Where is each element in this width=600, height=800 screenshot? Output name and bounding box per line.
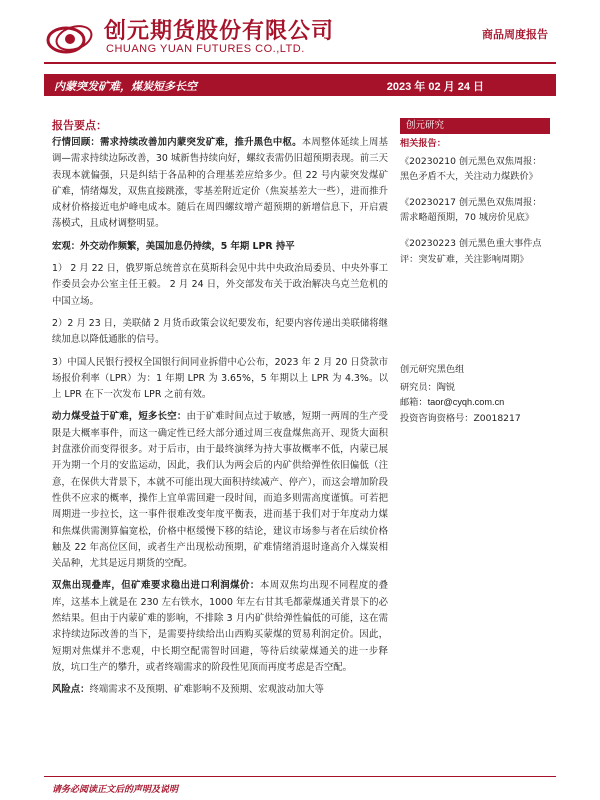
researcher-name: 研究员：陶锐 — [400, 381, 456, 393]
coking-lead: 双焦出现叠库，但矿难要求稳出进口利润煤价： — [52, 580, 260, 592]
email-label: 邮箱： — [400, 397, 428, 409]
title-bar — [44, 74, 556, 96]
research-group: 创元研究黑色组 — [400, 364, 465, 375]
license-number: 投资咨询资格号：Z0018217 — [400, 412, 521, 424]
related-reports-heading: 相关报告： — [400, 138, 446, 149]
risk-lead: 风险点： — [52, 684, 90, 696]
analyst-info — [400, 362, 550, 426]
market-review-paragraph — [52, 135, 388, 233]
email-line — [400, 395, 550, 411]
macro-heading: 宏观：外交动作频繁，美国加息仍持续，5 年期 LPR 持平 — [52, 240, 295, 252]
related-report-item[interactable]: 《20230217 创元黑色双焦周报：需求略超预期，70 城房价见底》 — [400, 196, 542, 224]
related-reports-list — [400, 154, 550, 268]
risk-paragraph — [52, 682, 388, 698]
company-logo-icon — [44, 18, 100, 58]
thermal-coal-text: 由于矿难时间点过于敏感，短期一两周的生产受限是大概率事件，而这一确定性已经大部分通过周三夜盘煤焦高开、现货大面积封盘涨价而变得很多。对于后市，由于最终演绎为持大事故概率不低，内蒙已展开为期一个月的安监运动，因此，我们认为两会后的内矿供给弹性依旧偏低（注意，在保供大背景下，本就不可能出现大面积持续减产、停产），而这会增加阶段性供不应求的概率，操作上宜单需回避一段时间，而追多则需高度谨慎。可若把周期进一步拉长，这一事件很难改变年度平衡表，进而基于我们对于年度动力煤和焦煤供需测算偏宽松，价格中枢缓慢下移的结论，建议市场参与者在后续价格触及 22 年高位区间，或者生产出现松动预期，矿难情绪消退时逢高介入煤炭相关品种，尤其是远月期货的空配。 — [52, 411, 388, 570]
market-review-text: 本周整体延续上周基调—需求持续边际改善，30 城新售持续向好，螺纹表需仍旧超预期表现。前三天表现本就偏强，只是纠结于各品种的合理基差应给多少。但 22 号内蒙突发煤矿矿难，情绪爆发，双焦直接跳涨，零基差附近定价（焦炭基差大一些），进而推升成材价格接近电炉峰电成本。随后在周四螺纹增产超预期的新增信息下，开启震荡模式，且成材调整明显。 — [52, 137, 388, 230]
footer-disclaimer: 请务必阅读正文后的声明及说明 — [52, 785, 179, 795]
company-name-en: CHUANG YUAN FUTURES CO.,LTD. — [106, 43, 305, 55]
company-name-cn: 创元期货股份有限公司 — [104, 18, 335, 44]
coking-text: 本周双焦均出现不同程度的叠库，这基本上就是在 230 左右铁水，1000 年左右甘其毛都蒙煤通关背景下的必然结果。但由于内蒙矿难的影响，不排除 3 月内矿供给弹性偏低的可能，这在需求持续边际改善的当下，是需要持续给出山西购买蒙煤的贸易利润定价。因此，短期对焦煤并不悲观，中长期空配需智时回避，等待后续蒙煤通关的进一步释放，坑口生产的攀升，或者终端需求的阶段性见顶而再度考虑是否空配。 — [52, 580, 388, 673]
sidebar-tab: 创元研究 — [400, 118, 550, 134]
coking-paragraph — [52, 578, 388, 676]
macro-item-2: 2）2 月 23 日，美联储 2 月货币政策会议纪要发布，纪要内容传递出美联储将继续加息以降低通胀的信号。 — [52, 317, 388, 346]
thermal-coal-lead: 动力煤受益于矿难，短多长空： — [52, 411, 187, 423]
macro-item-1: 1） 2 月 22 日，俄罗斯总统普京在莫斯科会见中共中央政治局委员、中央外事工作委员会办公室主任王毅。 2 月 24 日，外交部发布关于政治解决乌克兰危机的中国立场。 — [52, 263, 388, 307]
main-content — [52, 118, 388, 705]
header-divider — [44, 62, 556, 64]
macro-item-3: 3）中国人民银行授权全国银行间同业拆借中心公布，2023 年 2 月 20 日贷款市场报价利率（LPR）为：1 年期 LPR 为 3.65%，5 年期以上 LPR 为 4.3%。以上 LPR 在下一次发布 LPR 之前有效。 — [52, 356, 388, 401]
footer-divider — [44, 776, 556, 777]
thermal-coal-paragraph — [52, 409, 388, 572]
risk-text: 终端需求不及预期、矿难影响不及预期、宏观波动加大等 — [89, 684, 324, 696]
key-points-heading: 报告要点： — [52, 119, 107, 132]
sidebar — [400, 118, 550, 424]
related-report-item[interactable]: 《20230223 创元黑色重大事件点评：突发矿难，关注影响周期》 — [400, 237, 542, 265]
related-report-item[interactable]: 《20230210 创元黑色双焦周报：黑色矛盾不大，关注动力煤跌价》 — [400, 155, 542, 183]
market-review-lead: 行情回顾：需求持续改善加内蒙突发矿难，推升黑色中枢。 — [52, 137, 302, 148]
report-title: 内蒙突发矿难，煤炭短多长空 — [54, 80, 197, 93]
email-link[interactable]: taor@cyqh.com.cn — [427, 397, 505, 408]
report-date: 2023 年 02 月 24 日 — [386, 81, 484, 93]
report-type-label: 商品周度报告 — [482, 28, 548, 41]
